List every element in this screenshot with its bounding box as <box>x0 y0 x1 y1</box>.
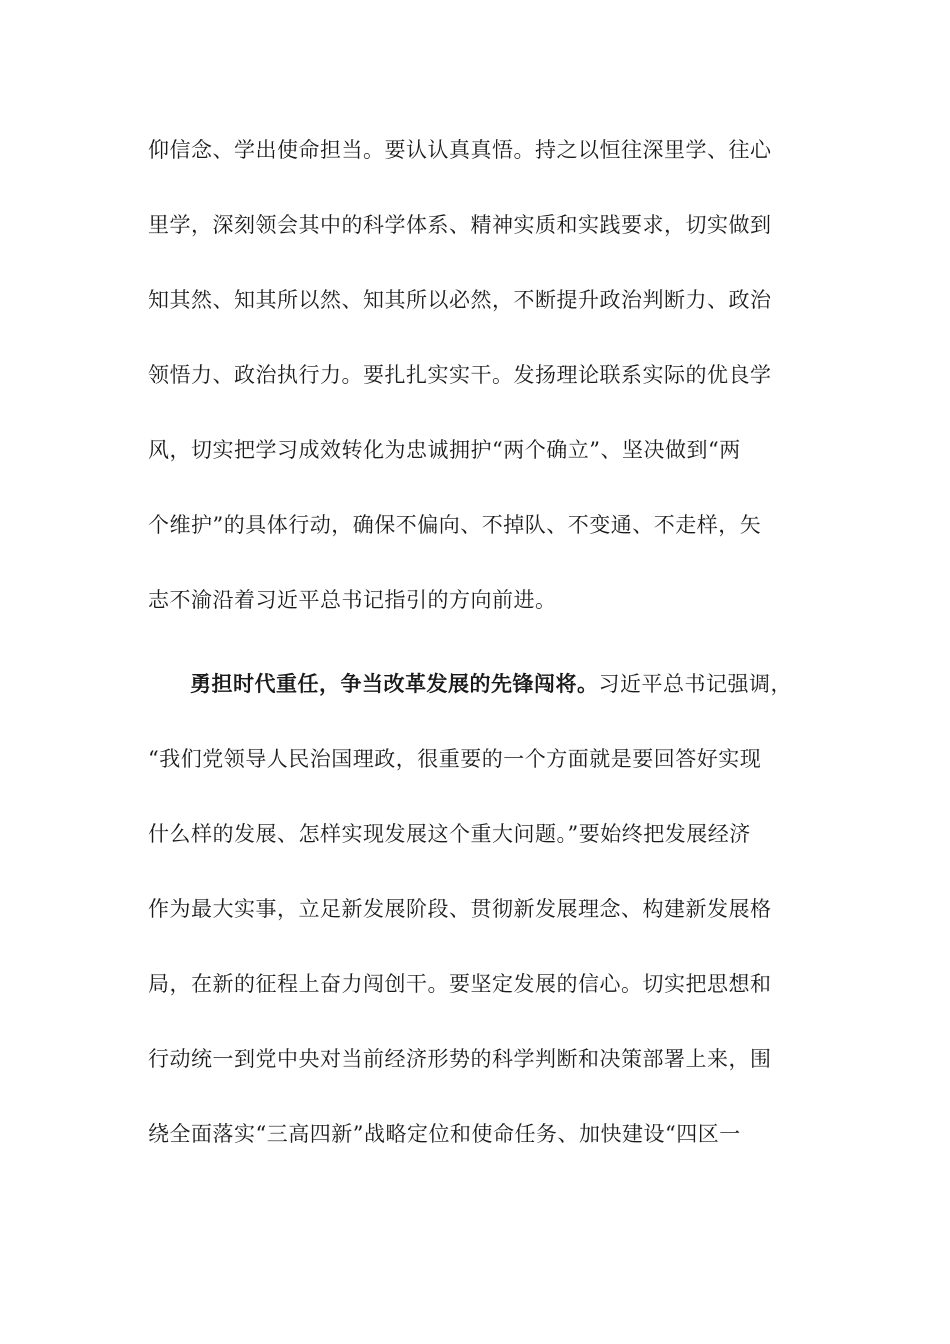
paragraph-line: 里学，深刻领会其中的科学体系、精神实质和实践要求，切实做到 <box>148 213 772 237</box>
paragraph-text: 习近平总书记强调， <box>598 672 792 696</box>
paragraph-line: 知其然、知其所以然、知其所以必然，不断提升政治判断力、政治 <box>148 288 772 312</box>
paragraph-line: 仰信念、学出使命担当。要认认真真悟。持之以恒往深里学、往心 <box>148 138 772 162</box>
paragraph-line: 作为最大实事，立足新发展阶段、贯彻新发展理念、构建新发展格 <box>148 897 772 921</box>
paragraph-heading: 勇担时代重任，争当改革发展的先锋闯将。 <box>190 671 599 696</box>
paragraph-line: 绕全面落实“三高四新”战略定位和使命任务、加快建设“四区一 <box>148 1122 741 1146</box>
paragraph-line: 什么样的发展、怎样实现发展这个重大问题。”要始终把发展经济 <box>148 822 751 846</box>
paragraph-first-line <box>190 670 810 698</box>
paragraph-line: 风，切实把学习成效转化为忠诚拥护“两个确立”、坚决做到“两 <box>148 438 741 462</box>
paragraph-line: 志不渝沿着习近平总书记指引的方向前进。 <box>148 588 557 612</box>
paragraph-line: “我们党领导人民治国理政，很重要的一个方面就是要回答好实现 <box>148 747 762 771</box>
paragraph-line: 个维护”的具体行动，确保不偏向、不掉队、不变通、不走样，矢 <box>148 513 762 537</box>
paragraph-line: 领悟力、政治执行力。要扎扎实实干。发扬理论联系实际的优良学 <box>148 363 772 387</box>
paragraph-line: 行动统一到党中央对当前经济形势的科学判断和决策部署上来，围 <box>148 1047 772 1071</box>
paragraph-line: 局，在新的征程上奋力闯创干。要坚定发展的信心。切实把思想和 <box>148 972 772 996</box>
